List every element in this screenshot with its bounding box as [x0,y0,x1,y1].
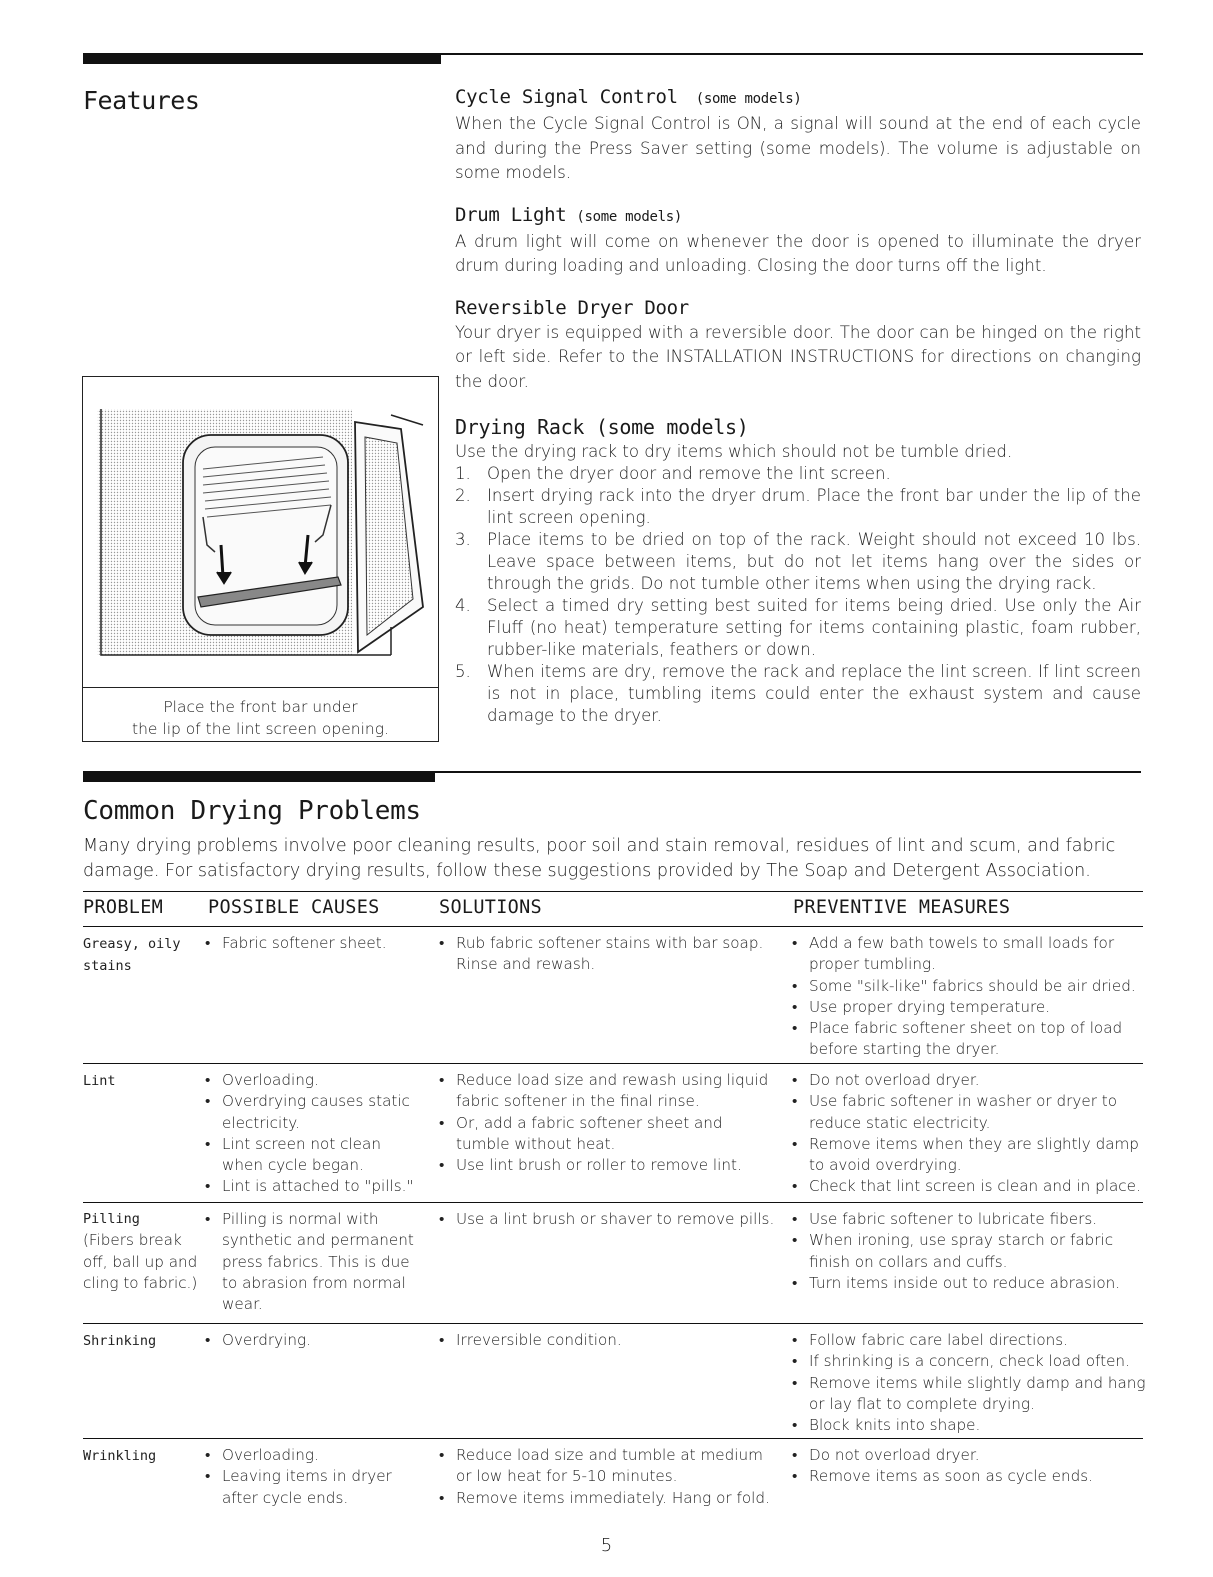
feature-body: A drum light will come on whenever the door is opened to illuminate the dryer drum during loading and unloading. Closing the door turns off the light. [455,231,1141,275]
header-problem: PROBLEM [83,897,164,918]
drying-rack-intro: Use the drying rack to dry items which should not be tumble dried. [455,442,1013,461]
solution-item: • Reduce load size and tumble at medium or low heat for 5-10 minutes. [439,1445,779,1488]
table-header [83,891,1143,927]
preventive-item: • Use fabric softener in washer or dryer to reduce static electricity. [792,1091,1147,1134]
problem-name: Wrinkling [83,1448,157,1464]
cause-item: • Overdrying causes static electricity. [205,1091,420,1134]
solution-item: • Remove items immediately. Hang or fold. [439,1488,779,1509]
preventive-item: • Remove items when they are slightly damp to avoid overdrying. [792,1134,1147,1177]
cause-item: • Overloading. [205,1070,420,1091]
solution-item: • Reduce load size and rewash using liquid fabric softener in the final rinse. [439,1070,779,1113]
feature-title: Drum Light [455,203,567,226]
problem-note: (Fibers break off, ball up and cling to fabric.) [83,1231,198,1292]
common-problems-intro: Many drying problems involve poor cleaning results, poor soil and stain removal, residues of lint and scum, and fabric damage. For satisfactory drying results, follow these suggestions provided by The Soap and Detergent Association. [83,836,1116,881]
preventive-item: • Turn items inside out to reduce abrasion. [792,1273,1147,1294]
preventive-item: • Remove items as soon as cycle ends. [792,1466,1147,1487]
feature-title: Drying Rack (some models) [455,415,749,439]
preventive-item: • Place fabric softener sheet on top of load before starting the dryer. [792,1018,1147,1061]
figure-caption-line-1: Place the front bar under [163,698,358,716]
preventive-item: • If shrinking is a concern, check load often. [792,1351,1147,1372]
preventive-item: • Do not overload dryer. [792,1070,1147,1091]
top-rule-thin [441,53,1143,55]
page-number: 5 [600,1535,613,1556]
table-row [83,1203,1143,1324]
feature-cycle-signal [455,84,1141,186]
preventive-item: • Add a few bath towels to small loads for proper tumbling. [792,933,1147,976]
preventive-item: • Do not overload dryer. [792,1445,1147,1466]
feature-drying-rack [455,414,1141,727]
cause-item: • Lint is attached to "pills." [205,1176,420,1197]
features-heading: Features [83,86,200,115]
problem-name: Shrinking [83,1333,157,1349]
problem-name: Greasy, oily stains [83,936,181,975]
middle-rule-thin [435,771,1141,773]
feature-title: Cycle Signal Control [455,86,678,108]
figure-caption-line-2: the lip of the lint screen opening. [132,720,389,738]
preventive-item: • Some "silk-like" fabrics should be air dried. [792,976,1147,997]
feature-drum-light [455,202,1141,279]
drying-rack-illustration [83,377,438,682]
feature-reversible-door [455,295,1141,395]
features-column [455,84,1141,743]
top-rule-thick [83,53,441,64]
feature-note: (some models) [576,208,683,225]
cause-item: • Overdrying. [205,1330,420,1351]
table-row [83,1324,1146,1439]
cause-item: • Overloading. [205,1445,420,1466]
step-item: 3. Place items to be dried on top of the rack. Weight should not exceed 10 lbs. Leave space between items, but do not let items hang over the sides or through the grids. Do not tumble other items when using the drying rack. [455,530,1141,593]
preventive-item: • When ironing, use spray starch or fabric finish on collars and cuffs. [792,1230,1147,1273]
solution-item: • Irreversible condition. [439,1330,779,1351]
feature-title: Reversible Dryer Door [455,296,689,319]
drying-rack-figure [82,376,439,742]
solution-item: • Use lint brush or roller to remove lint. [439,1155,779,1176]
cause-item: • Lint screen not clean when cycle began. [205,1134,420,1177]
header-preventive: PREVENTIVE MEASURES [793,897,1011,918]
feature-note: (some models) [695,91,802,107]
feature-body: Your dryer is equipped with a reversible door. The door can be hinged on the right or left side. Refer to the INSTALLATION INSTRUCTIONS for directions on changing the door. [455,322,1141,391]
problem-name: Lint [83,1073,116,1089]
header-causes: POSSIBLE CAUSES [208,897,380,918]
problem-name: Pilling [83,1211,140,1227]
table-row [83,1064,1143,1203]
figure-caption [83,687,438,740]
step-item: 4. Select a timed dry setting best suited for items being dried. Use only the Air Fluff (no heat) temperature setting for items containing plastic, foam rubber, rubber-like materials, feathers or down. [455,596,1141,659]
problems-table [83,891,1146,1511]
preventive-item: • Check that lint screen is clean and in place. [792,1176,1147,1197]
step-item: 2. Insert drying rack into the dryer drum. Place the front bar under the lip of the lint screen opening. [455,486,1141,527]
preventive-item: • Use fabric softener to lubricate fibers. [792,1209,1147,1230]
preventive-item: • Use proper drying temperature. [792,997,1147,1018]
solution-item: • Rub fabric softener stains with bar soap. Rinse and rewash. [439,933,779,976]
cause-item: • Pilling is normal with synthetic and permanent press fabrics. This is due to abrasion from normal wear. [205,1209,420,1315]
cause-item: • Fabric softener sheet. [205,933,420,954]
preventive-item: • Block knits into shape. [792,1415,1147,1436]
table-row [83,1439,1143,1511]
feature-body: When the Cycle Signal Control is ON, a signal will sound at the end of each cycle and during the Press Saver setting (some models). The volume is adjustable on some models. [455,114,1141,182]
drying-rack-steps [455,463,1141,727]
common-problems-heading: Common Drying Problems [83,796,421,826]
header-solutions: SOLUTIONS [439,897,542,918]
cause-item: • Leaving items in dryer after cycle ends. [205,1466,420,1509]
preventive-item: • Follow fabric care label directions. [792,1330,1147,1351]
middle-rule-thick [83,771,435,782]
solution-item: • Or, add a fabric softener sheet and tumble without heat. [439,1113,779,1156]
table-row [83,927,1143,1064]
preventive-item: • Remove items while slightly damp and hang or lay flat to complete drying. [792,1373,1147,1416]
step-item: 5. When items are dry, remove the rack and replace the lint screen. If lint screen is not in place, tumbling items could enter the exhaust system and cause damage to the dryer. [455,662,1141,725]
step-item: 1. Open the dryer door and remove the lint screen. [455,464,891,483]
solution-item: • Use a lint brush or shaver to remove pills. [439,1209,779,1230]
